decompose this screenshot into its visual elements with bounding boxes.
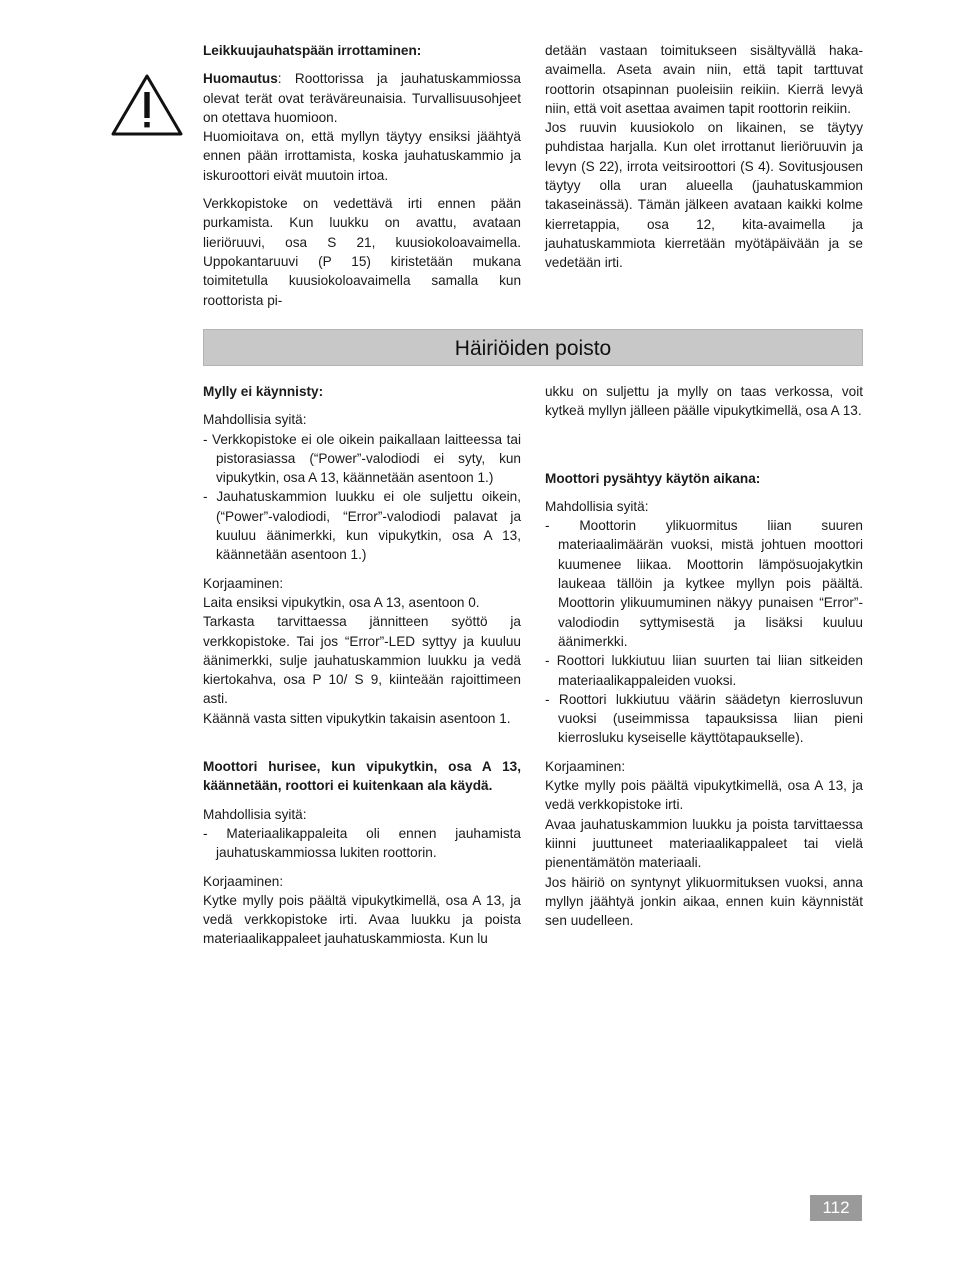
causes-label: Mahdollisia syitä:	[203, 806, 307, 822]
fix-continuation: ukku on suljettu ja mylly on taas verkossa, voit kytkeä myllyn jälleen päälle vipukytkimellä, osa A 13.	[545, 384, 863, 419]
cause-item: - Materiaalikappaleita oli ennen jauhamista jauhatuskammiossa lukiten roottorin.	[203, 825, 521, 861]
fix-text: Avaa jauhatuskammion luukku ja poista tarvittaessa kiinni juuttuneet materiaalikappaleet tai vielä pienentämätön materiaali.	[545, 816, 863, 871]
troubleshoot-left-column	[203, 382, 521, 949]
fix-text: Laita ensiksi vipukytkin, osa A 13, asentoon 0.	[203, 594, 480, 610]
fix-label: Korjaaminen:	[545, 758, 626, 774]
fix-label: Korjaaminen:	[203, 575, 284, 591]
note-label: Huomautus	[203, 71, 278, 87]
fix-text: Jos häiriö on syntynyt ylikuormituksen vuoksi, anna myllyn jäähtyä jonkin aikaa, ennen kuin käynnistät sen uudelleen.	[545, 874, 863, 929]
problem-heading-motor-hums: Moottori hurisee, kun vipukytkin, osa A 13, käännetään, roottori ei kuitenkaan ala käydä.	[203, 759, 521, 794]
section-heading-removal: Leikkuujauhatspään irrottaminen:	[203, 43, 422, 58]
page-number: 112	[810, 1195, 862, 1221]
cause-item: - Jauhatuskammion luukku ei ole suljettu oikein, (“Power”-valodiodi, “Error”-valodiodi palavat ja kuuluu äänimerkki, kun vipukytkin, osa A 13, käännetään asentoon 1.)	[203, 489, 521, 563]
wrench-paragraph: detään vastaan toimitukseen sisältyvällä haka-avaimella. Aseta avain niin, että tapit tarttuvat roottorin otsapinnan puoleisiin reikiin. Kierrä levyä niin, että voit asettaa avaimen tapit roottorin reikiin.	[545, 43, 863, 116]
fix-text: Kytke mylly pois päältä vipukytkimellä, osa A 13, ja vedä verkkopistoke irti.	[545, 778, 863, 813]
cooling-paragraph: Huomioitava on, että myllyn täytyy ensiksi jäähtyä ennen pään irrottamista, koska jauhatuskammio ja iskuroottori eivät muutoin irtoa.	[203, 129, 521, 183]
problem-heading-no-start: Mylly ei käynnisty:	[203, 384, 324, 399]
problem-heading-motor-stops: Moottori pysähtyy käytön aikana:	[545, 470, 761, 486]
fix-text: Kytke mylly pois päältä vipukytkimellä, osa A 13, ja vedä verkkopistoke irti. Avaa luukku ja poista materiaalikappaleet jauhatuskammiosta. Kun lu	[203, 892, 521, 947]
cause-item: - Roottori lukkiutuu väärin säädetyn kierrosluvun vuoksi (useimmissa tapauksissa liian pieni kierrosluku kyseiselle käyttötapaukselle).	[545, 691, 863, 746]
cause-item: - Moottorin ylikuormitus liian suuren materiaalimäärän vuoksi, mistä johtuen moottori kuumenee liikaa. Moottorin lämpösuojakytkin laukeaa tällöin ja kytkee myllyn pois päältä. Moottorin ylikuumuminen näkyy punaisen “Error”-valodiodin syttymisestä ja lisäksi kuuluu äänimerkki.	[545, 518, 863, 649]
unplug-paragraph: Verkkopistoke on vedettävä irti ennen pään purkamista. Kun luukku on avattu, avataan lieriöruuvi, osa S 21, kuusiokoloavaimella. Uppokantaruuvi (P 15) kiristetään mukana toimitetulla kuusiokoloavaimella samalla kun roottorista pi-	[203, 196, 521, 308]
top-left-column	[203, 41, 521, 310]
note-text: : Roottorissa ja jauhatuskammiossa olevat terät ovat teräväreunaisia. Turvallisuusohjeet on otettava huomioon.	[203, 71, 521, 125]
warning-triangle-icon	[110, 72, 184, 138]
note-paragraph	[203, 69, 521, 127]
fix-text: Käännä vasta sitten vipukytkin takaisin asentoon 1.	[203, 710, 511, 726]
cause-item: - Verkkopistoke ei ole oikein paikallaan laitteessa tai pistorasiassa (“Power”-valodiodi ei syty, kun vipukytkin, osa A 13, käännetään asentoon 1.)	[203, 431, 521, 486]
cause-item: - Roottori lukkiutuu liian suurten tai liian sitkeiden materiaalikappaleiden vuoksi.	[545, 653, 863, 688]
causes-label: Mahdollisia syitä:	[545, 498, 649, 514]
cleaning-paragraph: Jos ruuvin kuusiokolo on likainen, se täytyy puhdistaa harjalla. Kun olet irrottanut lieriöruuvin ja levyn (S 22), irrota veitsiroottori (S 4). Sovitusjousen täytyy olla uran alueella (jauhatuskammion takaseinässä). Tämän jälkeen avataan kaikki kolme kierretappia, osa 12, kita-avaimella ja jauhatuskammiota kierretään myötäpäivään ja se vedetään irti.	[545, 120, 863, 271]
troubleshoot-right-column	[545, 382, 863, 930]
causes-label: Mahdollisia syitä:	[203, 412, 307, 428]
banner-title: Häiriöiden poisto	[454, 337, 612, 360]
fix-text: Tarkasta tarvittaessa jännitteen syöttö ja verkkopistoke. Tai jos “Error”-LED syttyy ja kuuluu äänimerkki, sulje jauhatuskammion luukku ja vedä kiertokahva, osa P 10/ S 9, kiinteään rajoittimeen asti.	[203, 614, 521, 707]
top-right-column	[545, 41, 863, 273]
fix-label: Korjaaminen:	[203, 873, 284, 889]
section-banner	[203, 329, 863, 366]
